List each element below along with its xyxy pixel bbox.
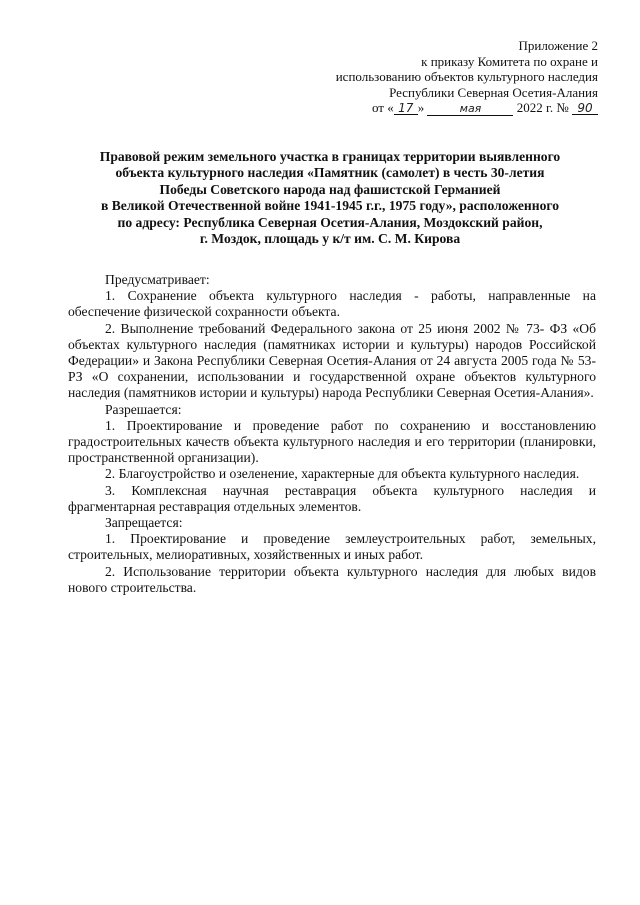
title-line: Победы Советского народа над фашистской Германией	[159, 181, 501, 197]
provides-heading: Предусматривает:	[105, 272, 210, 287]
allowed-item: 2. Благоустройство и озеленение, характерные для объекта культурного наследия.	[105, 466, 580, 482]
title-line: в Великой Отечественной войне 1941-1945 г.г., 1975 году», расположенного	[100, 198, 560, 214]
document-body	[68, 272, 596, 596]
date-mid: »	[417, 100, 425, 115]
committee-name: использованию объектов культурного наследия	[335, 69, 598, 84]
handwritten-order-number: 90	[572, 102, 598, 115]
document-title	[60, 149, 600, 247]
title-line: г. Моздок, площадь у к/т им. С. М. Кирова	[199, 231, 461, 247]
allowed-item: 1. Проектирование и проведение работ по сохранению и восстановлению градостроительных качеств объекта культурного наследия и его территории (планировки, пространственной организации).	[68, 417, 596, 466]
title-line: объекта культурного наследия «Памятник (самолет) в честь 30-летия	[115, 165, 545, 181]
prohibited-heading: Запрещается:	[105, 515, 183, 531]
appendix-number: Приложение 2	[518, 38, 598, 53]
prohibited-item: 1. Проектирование и проведение землеустроительных работ, земельных, строительных, мелиоративных, хозяйственных и иных работ.	[68, 531, 596, 563]
provides-item: 2. Выполнение требований Федерального закона от 25 июня 2002 № 73- ФЗ «Об объектах культурного наследия (памятниках истории и культуры) народов Российской Федерации» и Закона Республики Северная Осетия-Алания от 24 августа 2005 года № 53-РЗ «О сохранении, использовании и государственной охране объектов культурного наследия (памятников истории и культуры) народа Республики Северная Осетия-Алания».	[68, 320, 596, 401]
republic-name: Республики Северная Осетия-Алания	[389, 84, 598, 100]
prohibited-item: 2. Использование территории объекта культурного наследия для любых видов нового строительства.	[68, 563, 596, 595]
provides-item: 1. Сохранение объекта культурного наследия - работы, направленные на обеспечение физической сохранности объекта.	[68, 288, 596, 320]
date-year: 2022 г. №	[516, 100, 569, 115]
title-line: Правовой режим земельного участка в границах территории выявленного	[99, 149, 561, 164]
handwritten-month: мая	[427, 103, 513, 116]
appendix-header	[336, 38, 598, 116]
title-line: по адресу: Республика Северная Осетия-Алания, Моздокский район,	[117, 214, 543, 230]
order-reference: к приказу Комитета по охране и	[421, 53, 598, 69]
date-prefix: от «	[371, 100, 394, 115]
allowed-item: 3. Комплексная научная реставрация объекта культурного наследия и фрагментарная реставрация отдельных элементов.	[68, 482, 596, 514]
allowed-heading: Разрешается:	[105, 401, 182, 417]
handwritten-day: 17	[394, 102, 418, 115]
order-date-line	[336, 100, 598, 116]
